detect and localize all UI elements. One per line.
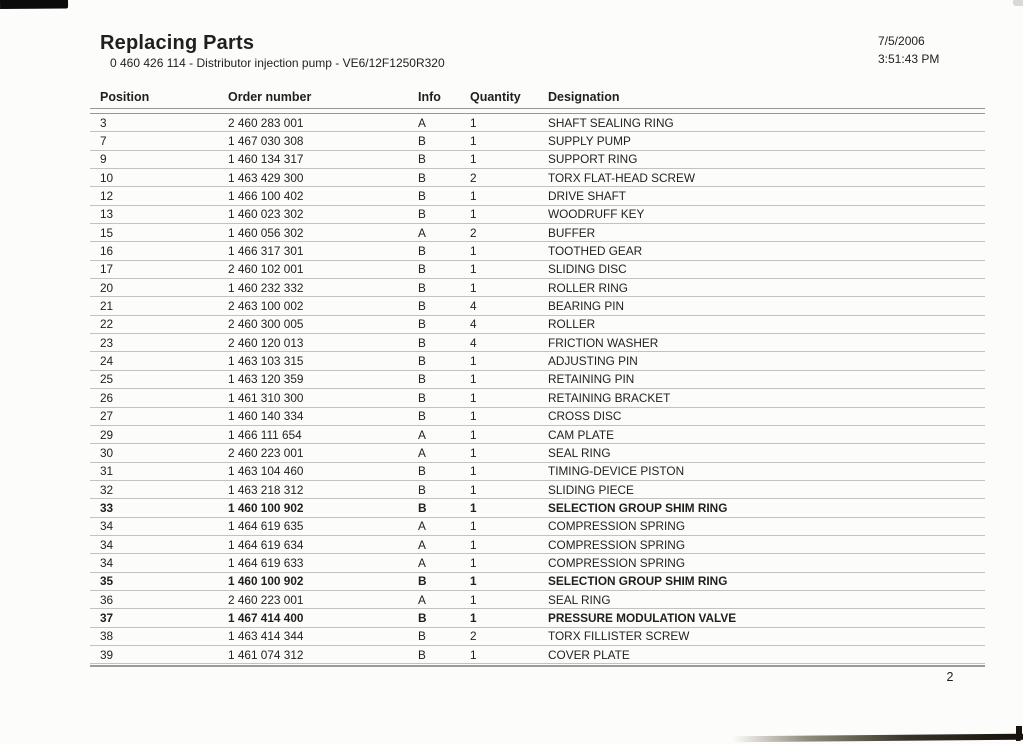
row-designation: ROLLER RING	[548, 280, 628, 295]
row-designation: ADJUSTING PIN	[548, 354, 638, 369]
table-row	[90, 187, 985, 205]
row-info: B	[418, 244, 426, 259]
row-order-number: 1 461 074 312	[228, 647, 304, 662]
page-subtitle: 0 460 426 114 - Distributor injection pump - VE6/12F1250R320	[110, 56, 445, 70]
row-order-number: 1 460 023 302	[228, 207, 304, 222]
row-designation: SLIDING PIECE	[548, 482, 634, 497]
row-position: 25	[100, 372, 114, 387]
row-quantity: 1	[470, 482, 477, 497]
header-order-number: Order number	[228, 90, 312, 104]
table-row	[90, 408, 985, 426]
row-order-number: 1 466 100 402	[228, 189, 304, 204]
row-order-number: 1 461 310 300	[228, 390, 304, 405]
row-position: 34	[100, 537, 114, 552]
row-quantity: 1	[470, 152, 477, 167]
row-info: B	[418, 280, 426, 295]
row-info: B	[418, 610, 427, 625]
row-info: B	[418, 262, 426, 277]
row-quantity: 1	[470, 280, 477, 295]
scan-artifact-bottom-corner-curl	[1016, 726, 1022, 741]
row-designation: PRESSURE MODULATION VALVE	[548, 610, 737, 625]
row-position: 23	[100, 335, 114, 350]
table-row	[90, 151, 985, 169]
row-position: 3	[100, 115, 107, 130]
row-designation: ROLLER	[548, 317, 596, 332]
table-row	[90, 444, 985, 462]
row-designation: TORX FLAT-HEAD SCREW	[548, 170, 696, 185]
table-body	[90, 114, 985, 664]
row-quantity: 2	[470, 629, 477, 644]
row-quantity: 1	[470, 189, 477, 204]
row-order-number: 2 460 300 005	[228, 317, 304, 332]
row-designation: WOODRUFF KEY	[548, 207, 645, 222]
row-position: 24	[100, 354, 114, 369]
row-quantity: 1	[470, 409, 477, 424]
table-row	[90, 114, 985, 132]
row-quantity: 1	[470, 390, 477, 405]
row-designation: SUPPLY PUMP	[548, 134, 631, 149]
row-position: 22	[100, 317, 114, 332]
table-bottom-line	[90, 665, 985, 667]
table-row	[90, 297, 985, 315]
row-info: B	[418, 317, 426, 332]
row-info: A	[418, 445, 426, 460]
row-order-number: 2 460 283 001	[228, 115, 304, 130]
row-designation: COMPRESSION SPRING	[548, 519, 685, 534]
row-quantity: 1	[470, 207, 477, 222]
row-quantity: 1	[470, 244, 477, 259]
row-info: B	[418, 372, 426, 387]
row-order-number: 1 463 429 300	[228, 170, 304, 185]
table-row	[90, 352, 985, 370]
row-order-number: 1 464 619 635	[228, 519, 304, 534]
row-designation: TOOTHED GEAR	[548, 244, 643, 259]
row-order-number: 2 463 100 002	[228, 299, 304, 314]
row-info: A	[418, 519, 426, 534]
row-order-number: 1 463 104 460	[228, 464, 304, 479]
row-designation: DRIVE SHAFT	[548, 189, 626, 204]
row-position: 35	[100, 574, 114, 589]
row-info: B	[418, 482, 426, 497]
table-row	[90, 279, 985, 297]
row-position: 13	[100, 207, 114, 222]
row-quantity: 1	[470, 262, 477, 277]
row-designation: RETAINING BRACKET	[548, 390, 671, 405]
header-quantity: Quantity	[470, 90, 521, 104]
row-info: A	[418, 427, 426, 442]
table-row	[90, 646, 985, 664]
table-row	[90, 628, 985, 646]
row-designation: SLIDING DISC	[548, 262, 627, 277]
row-info: A	[418, 225, 426, 240]
row-position: 34	[100, 519, 114, 534]
row-info: B	[418, 152, 426, 167]
row-order-number: 1 460 134 317	[228, 152, 304, 167]
row-position: 29	[100, 427, 114, 442]
row-info: B	[418, 409, 426, 424]
table-row	[90, 316, 985, 334]
row-position: 21	[100, 299, 114, 314]
row-info: B	[418, 207, 426, 222]
row-order-number: 1 467 414 400	[228, 610, 304, 625]
row-position: 7	[100, 134, 107, 149]
row-order-number: 2 460 223 001	[228, 592, 304, 607]
row-position: 34	[100, 555, 114, 570]
row-info: B	[418, 189, 426, 204]
row-info: A	[418, 115, 426, 130]
row-order-number: 1 463 120 359	[228, 372, 304, 387]
table-row	[90, 573, 985, 591]
row-quantity: 1	[470, 134, 477, 149]
row-order-number: 2 460 120 013	[228, 335, 304, 350]
row-info: B	[418, 354, 426, 369]
table-row	[90, 261, 985, 279]
row-designation: CROSS DISC	[548, 409, 622, 424]
table-row	[90, 591, 985, 609]
row-position: 20	[100, 280, 114, 295]
row-quantity: 1	[470, 592, 477, 607]
row-designation: FRICTION WASHER	[548, 335, 659, 350]
table-row	[90, 389, 985, 407]
row-quantity: 1	[470, 372, 477, 387]
scan-artifact-top-right-mark	[1013, 0, 1023, 6]
page-number: 2	[946, 670, 954, 684]
row-position: 37	[100, 610, 114, 625]
table-row	[90, 334, 985, 352]
table-row	[90, 463, 985, 481]
table-row	[90, 242, 985, 260]
row-designation: COVER PLATE	[548, 647, 630, 662]
row-info: B	[418, 574, 427, 589]
row-quantity: 1	[470, 574, 477, 589]
row-designation: RETAINING PIN	[548, 372, 635, 387]
row-quantity: 4	[470, 299, 477, 314]
row-quantity: 1	[470, 354, 477, 369]
row-info: B	[418, 390, 426, 405]
table-row	[90, 206, 985, 224]
row-quantity: 4	[470, 335, 477, 350]
row-order-number: 1 463 218 312	[228, 482, 304, 497]
table-row	[90, 169, 985, 187]
row-info: B	[418, 335, 426, 350]
row-position: 32	[100, 482, 114, 497]
table-row	[90, 132, 985, 150]
row-quantity: 1	[470, 500, 477, 515]
row-designation: SEAL RING	[548, 445, 611, 460]
row-quantity: 1	[470, 427, 477, 442]
row-info: B	[418, 299, 426, 314]
row-order-number: 2 460 223 001	[228, 445, 304, 460]
row-order-number: 1 466 317 301	[228, 244, 304, 259]
row-order-number: 1 464 619 633	[228, 555, 304, 570]
row-quantity: 1	[470, 647, 477, 662]
row-designation: TIMING-DEVICE PISTON	[548, 464, 685, 479]
table-row	[90, 536, 985, 554]
row-designation: SELECTION GROUP SHIM RING	[548, 500, 728, 515]
row-position: 36	[100, 592, 114, 607]
row-quantity: 1	[470, 464, 477, 479]
row-position: 39	[100, 647, 114, 662]
row-order-number: 1 460 056 302	[228, 225, 304, 240]
row-designation: SEAL RING	[548, 592, 611, 607]
row-info: A	[418, 555, 426, 570]
header-designation: Designation	[548, 90, 620, 104]
table-row	[90, 481, 985, 499]
row-order-number: 1 460 140 334	[228, 409, 304, 424]
row-order-number: 1 460 100 902	[228, 574, 304, 589]
row-position: 27	[100, 409, 114, 424]
row-info: B	[418, 170, 426, 185]
row-info: B	[418, 134, 426, 149]
table-row	[90, 499, 985, 517]
table-row	[90, 426, 985, 444]
table-row	[90, 554, 985, 572]
table-row	[90, 224, 985, 242]
row-info: A	[418, 592, 426, 607]
row-order-number: 1 466 111 654	[228, 427, 302, 442]
row-position: 12	[100, 189, 114, 204]
row-quantity: 4	[470, 317, 477, 332]
row-position: 16	[100, 244, 114, 259]
row-quantity: 2	[470, 225, 477, 240]
row-position: 10	[100, 170, 114, 185]
row-designation: BEARING PIN	[548, 299, 625, 314]
row-position: 15	[100, 225, 114, 240]
row-position: 26	[100, 390, 114, 405]
row-quantity: 1	[470, 115, 477, 130]
row-designation: COMPRESSION SPRING	[548, 537, 685, 552]
table-header-row	[90, 86, 985, 108]
row-designation: TORX FILLISTER SCREW	[548, 629, 690, 644]
row-position: 33	[100, 500, 114, 515]
row-quantity: 1	[470, 445, 477, 460]
table-row	[90, 609, 985, 627]
row-order-number: 2 460 102 001	[228, 262, 304, 277]
row-position: 38	[100, 629, 114, 644]
page-title: Replacing Parts	[100, 32, 255, 54]
row-quantity: 1	[470, 610, 477, 625]
row-position: 31	[100, 464, 114, 479]
row-designation: SHAFT SEALING RING	[548, 115, 674, 130]
row-order-number: 1 464 619 634	[228, 537, 304, 552]
row-designation: COMPRESSION SPRING	[548, 555, 685, 570]
row-order-number: 1 460 100 902	[228, 500, 304, 515]
print-time: 3:51:43 PM	[878, 52, 940, 66]
row-quantity: 2	[470, 170, 477, 185]
row-info: B	[418, 647, 426, 662]
table-row	[90, 518, 985, 536]
header-position: Position	[100, 90, 150, 104]
row-designation: SELECTION GROUP SHIM RING	[548, 574, 728, 589]
parts-table	[90, 86, 985, 667]
row-info: A	[418, 537, 426, 552]
row-info: B	[418, 464, 426, 479]
row-position: 30	[100, 445, 114, 460]
row-quantity: 1	[470, 537, 477, 552]
row-position: 17	[100, 262, 114, 277]
row-designation: BUFFER	[548, 225, 596, 240]
row-order-number: 1 463 414 344	[228, 629, 304, 644]
row-position: 9	[100, 152, 107, 167]
print-datetime	[878, 32, 939, 68]
table-row	[90, 371, 985, 389]
scan-artifact-bottom-edge-shadow	[732, 734, 1023, 743]
print-date: 7/5/2006	[878, 34, 925, 48]
row-quantity: 1	[470, 555, 477, 570]
row-quantity: 1	[470, 519, 477, 534]
header-info: Info	[418, 90, 441, 104]
row-info: B	[418, 629, 426, 644]
row-order-number: 1 463 103 315	[228, 354, 304, 369]
row-order-number: 1 467 030 308	[228, 134, 304, 149]
row-designation: CAM PLATE	[548, 427, 614, 442]
scan-artifact-top-left-bar	[0, 0, 68, 9]
row-designation: SUPPORT RING	[548, 152, 638, 167]
row-info: B	[418, 500, 427, 515]
row-order-number: 1 460 232 332	[228, 280, 304, 295]
